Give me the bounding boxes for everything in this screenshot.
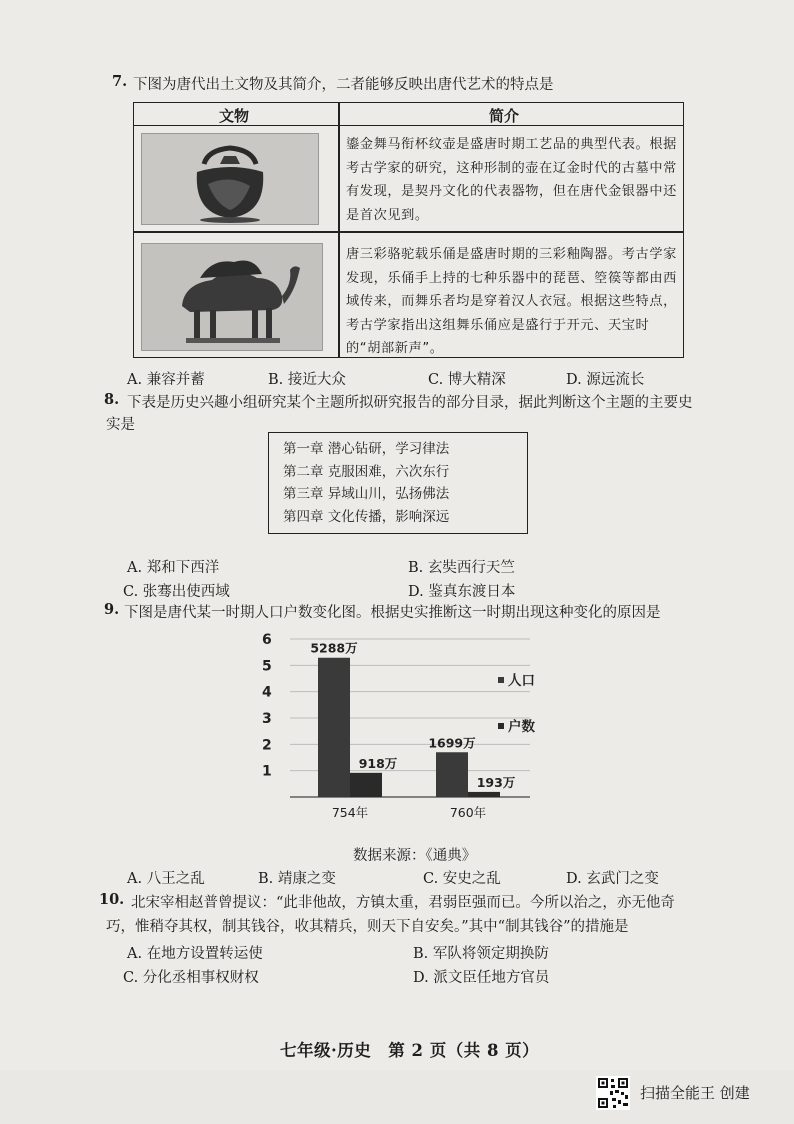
table-header-row [134, 103, 683, 126]
col-header-artifact: 文物 [219, 107, 250, 125]
bar-population [318, 658, 350, 797]
q7-number: 7. [112, 73, 128, 90]
chapter-1: 第一章 潜心钻研，学习律法 [283, 441, 450, 457]
q8-option-d: D. 鉴真东渡日本 [408, 584, 516, 600]
gilt-silver-pot-image [141, 133, 319, 225]
q8-number: 8. [104, 391, 120, 408]
bar-population [436, 752, 468, 797]
chapter-3: 第三章 异域山川，弘扬佛法 [283, 486, 450, 502]
q9-option-a: A. 八王之乱 [127, 871, 205, 887]
q10-option-b: B. 军队将领定期换防 [413, 946, 549, 962]
bar-households [350, 773, 382, 797]
bar-value-label: 1699万 [428, 735, 476, 751]
q8-stem-line1: 下表是历史兴趣小组研究某个主题所拟研究报告的部分目录，据此判断这个主题的主要史 [127, 395, 693, 411]
y-tick-label: 3 [262, 711, 272, 727]
q7-stem: 下图为唐代出土文物及其简介，二者能够反映出唐代艺术的特点是 [133, 77, 554, 93]
q8-option-c: C. 张骞出使西域 [123, 584, 230, 600]
q9-option-c: C. 安史之乱 [423, 871, 501, 887]
tricolor-camel-image [141, 243, 323, 351]
bar-value-label: 5288万 [310, 640, 358, 656]
col-header-intro: 简介 [489, 107, 520, 125]
bar-value-label: 918万 [358, 755, 398, 771]
q9-data-source: 数据来源：《通典》 [353, 848, 477, 864]
q8-stem-line2: 实是 [106, 417, 135, 433]
x-category-label: 760年 [449, 805, 487, 820]
y-tick-label: 5 [262, 658, 272, 675]
y-tick-label: 1 [262, 763, 272, 780]
q7-option-a: A. 兼容并蓄 [127, 372, 205, 388]
bar-households [468, 792, 500, 797]
q10-option-a: A. 在地方设置转运使 [127, 946, 263, 962]
q8-option-a: A. 郑和下西洋 [127, 560, 220, 576]
y-tick-label: 4 [262, 684, 272, 701]
legend-swatch [498, 677, 504, 683]
q9-stem: 下图是唐代某一时期人口户数变化图。根据史实推断这一时期出现这种变化的原因是 [124, 605, 661, 621]
bar-value-label: 193万 [476, 774, 516, 790]
chapter-2: 第二章 克服困难，六次东行 [283, 463, 450, 480]
q7-option-c: C. 博大精深 [428, 372, 506, 388]
y-tick-label: 6 [262, 632, 272, 648]
legend-label: 户数 [508, 719, 535, 735]
legend-swatch [498, 723, 504, 729]
q7-option-b: B. 接近大众 [268, 372, 346, 388]
population-bar-chart [240, 625, 560, 825]
x-category-label: 754年 [331, 805, 369, 820]
q8-option-b: B. 玄奘西行天竺 [408, 560, 515, 576]
q8-contents-box [268, 432, 528, 534]
q10-option-d: D. 派文臣任地方官员 [413, 970, 550, 986]
q10-number: 10. [99, 891, 125, 908]
q7-option-d: D. 源远流长 [566, 372, 645, 388]
legend-label: 人口 [508, 673, 535, 689]
q7-artifact-table [133, 102, 684, 358]
page-footer: 七年级·历史 第 2 页（共 8 页） [280, 1041, 540, 1060]
row1-intro: 鎏金舞马衔杯纹壶是盛唐时期工艺品的典型代表。根据考古学家的研究，这种形制的壶在辽金时代的古墓中常有发现，是契丹文化的代表器物，但在唐代金银器中还是首次见到。 [346, 137, 677, 223]
q9-number: 9. [104, 601, 120, 618]
q9-option-d: D. 玄武门之变 [566, 871, 659, 887]
row2-intro: 唐三彩骆驼载乐俑是盛唐时期的三彩釉陶器。考古学家发现，乐俑手上持的七种乐器中的琵琶、箜篌等都由西域传来，而舞乐者均是穿着汉人衣冠。根据这些特点，考古学家指出这组舞乐俑应是盛行于开元、天宝时的“胡部新声”。 [346, 247, 677, 356]
scanner-watermark: 扫描全能王 创建 [640, 1084, 750, 1102]
q10-stem-line2: 巧，惟稍夺其权，制其钱谷，收其精兵，则天下自安矣。”其中“制其钱谷”的措施是 [106, 919, 629, 935]
qr-code-icon [596, 1076, 630, 1110]
q10-option-c: C. 分化丞相事权财权 [123, 970, 259, 986]
chapter-4: 第四章 文化传播，影响深远 [283, 508, 450, 525]
q10-stem-line1: 北宋宰相赵普曾提议：“此非他故，方镇太重，君弱臣强而已。今所以治之，亦无他奇 [131, 895, 675, 911]
y-tick-label: 2 [262, 737, 272, 754]
q9-option-b: B. 靖康之变 [258, 871, 336, 887]
